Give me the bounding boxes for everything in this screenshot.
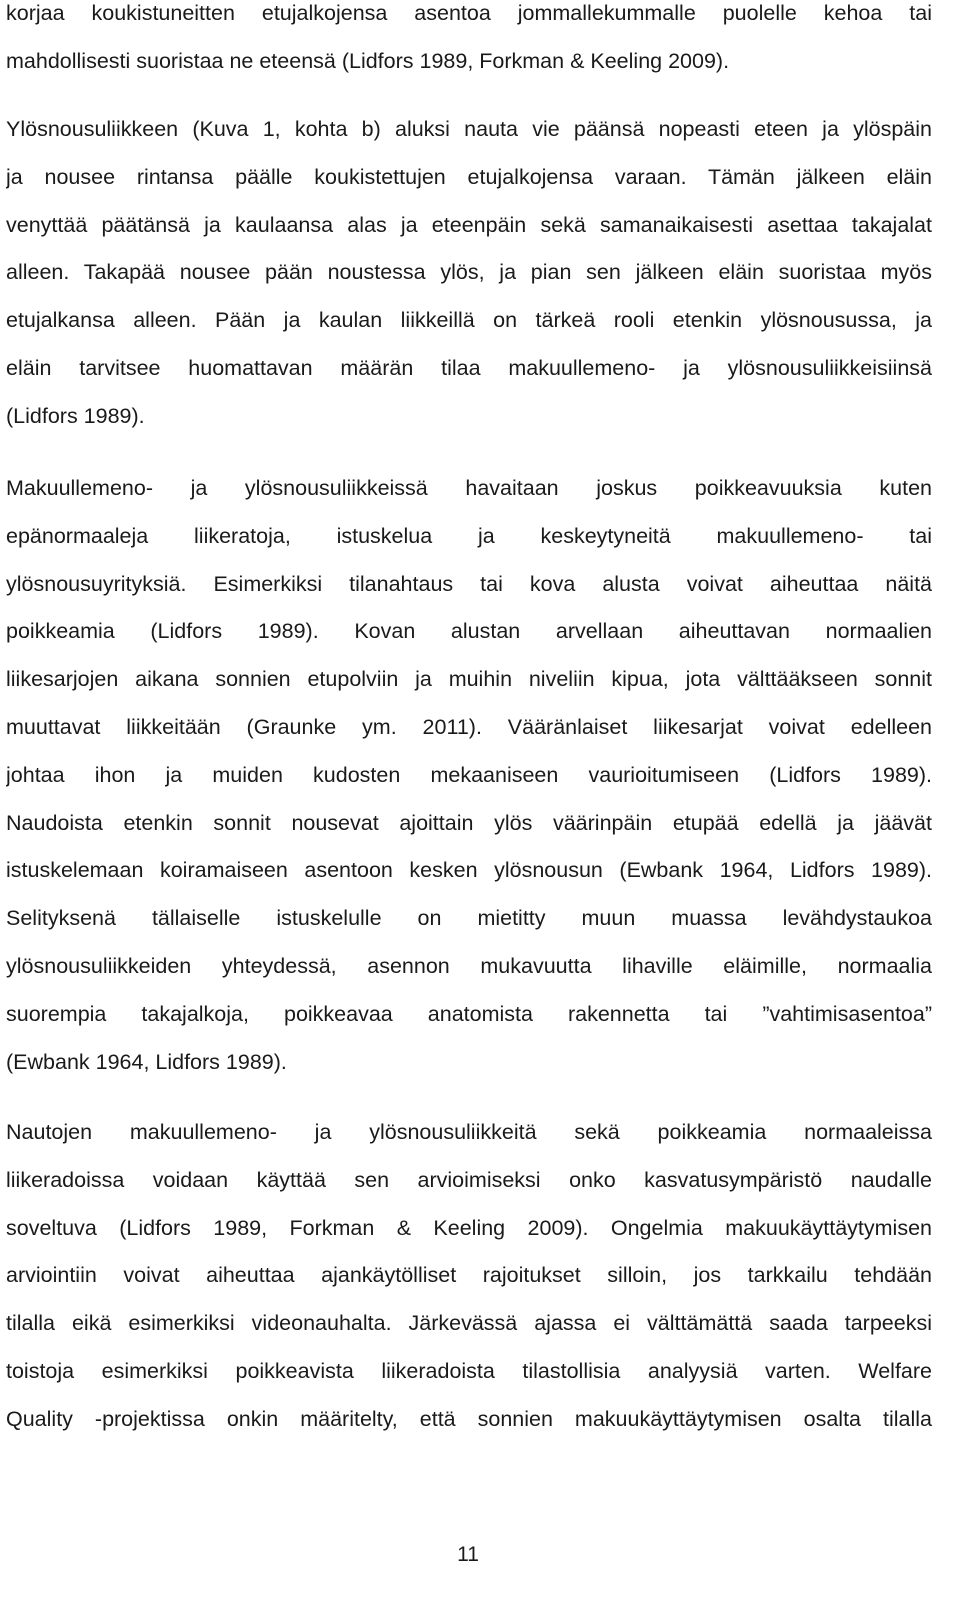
text-line: (Lidfors 1989). bbox=[6, 403, 145, 428]
text-line: istuskelemaan koiramaiseen asentoon kesken ylösnousun (Ewbank 1964, Lidfors 1989). bbox=[6, 858, 932, 883]
text-line: ylösnousuyrityksiä. Esimerkiksi tilanahtaus tai kova alusta voivat aiheuttaa näitä bbox=[6, 571, 932, 596]
text-line: venyttää päätänsä ja kaulaansa alas ja eteenpäin sekä samanaikaisesti asettaa takajalat bbox=[6, 212, 932, 237]
text-line: mahdollisesti suoristaa ne eteensä (Lidfors 1989, Forkman & Keeling 2009). bbox=[6, 48, 730, 73]
text-line: alleen. Takapää nousee pään noustessa ylös, ja pian sen jälkeen eläin suoristaa myös bbox=[6, 260, 932, 285]
text-line: Quality -projektissa onkin määritelty, että sonnien makuukäyttäytymisen osalta tilalla bbox=[6, 1406, 932, 1431]
text-line: liikeradoissa voidaan käyttää sen arvioimiseksi onko kasvatusympäristö naudalle bbox=[6, 1167, 932, 1192]
text-line: poikkeamia (Lidfors 1989). Kovan alustan arvellaan aiheuttavan normaalien bbox=[6, 619, 932, 644]
text-line: toistoja esimerkiksi poikkeavista liikeradoista tilastollisia analyysiä varten. Welfare bbox=[6, 1358, 932, 1383]
paragraph-3 bbox=[6, 465, 932, 1086]
text-line: muuttavat liikkeitään (Graunke ym. 2011). Vääränlaiset liikesarjat voivat edelleen bbox=[6, 714, 932, 739]
text-line: korjaa koukistuneitten etujalkojensa asentoa jommallekummalle puolelle kehoa tai bbox=[6, 1, 932, 25]
text-line: Naudoista etenkin sonnit nousevat ajoittain ylös väärinpäin etupää edellä ja jäävät bbox=[6, 810, 932, 835]
paragraph-4 bbox=[6, 1109, 932, 1444]
text-line: eläin tarvitsee huomattavan määrän tilaa makuullemeno- ja ylösnousuliikkeisiinsä bbox=[6, 355, 932, 380]
text-line: Ylösnousuliikkeen (Kuva 1, kohta b) aluksi nauta vie päänsä nopeasti eteen ja ylöspäin bbox=[6, 117, 932, 141]
text-line: suorempia takajalkoja, poikkeavaa anatomista rakennetta tai ”vahtimisasentoa” bbox=[6, 1001, 932, 1026]
paragraph-2 bbox=[6, 106, 932, 441]
text-line: etujalkansa alleen. Pään ja kaulan liikkeillä on tärkeä rooli etenkin ylösnousussa, ja bbox=[6, 308, 932, 333]
text-line: ylösnousuliikkeiden yhteydessä, asennon mukavuutta lihaville eläimille, normaalia bbox=[6, 953, 932, 978]
text-line: soveltuva (Lidfors 1989, Forkman & Keeling 2009). Ongelmia makuukäyttäytymisen bbox=[6, 1215, 932, 1240]
text-line: epänormaaleja liikeratoja, istuskelua ja keskeytyneitä makuullemeno- tai bbox=[6, 523, 932, 548]
text-line: arviointiin voivat aiheuttaa ajankäytölliset rajoitukset silloin, jos tarkkailu tehdään bbox=[6, 1263, 932, 1288]
text-line: Makuullemeno- ja ylösnousuliikkeissä havaitaan joskus poikkeavuuksia kuten bbox=[6, 476, 932, 500]
text-line: Selityksenä tällaiselle istuskelulle on mietitty muun muassa levähdystaukoa bbox=[6, 906, 932, 931]
text-line: ja nousee rintansa päälle koukistettujen etujalkojensa varaan. Tämän jälkeen eläin bbox=[6, 164, 932, 189]
text-line: johtaa ihon ja muiden kudosten mekaaniseen vaurioitumiseen (Lidfors 1989). bbox=[6, 762, 932, 787]
text-line: tilalla eikä esimerkiksi videonauhalta. Järkevässä ajassa ei välttämättä saada tarpeeksi bbox=[6, 1311, 932, 1336]
text-line: liikesarjojen aikana sonnien etupolviin ja muihin niveliin kipua, jota välttääkseen sonnit bbox=[6, 667, 932, 692]
page-number: 11 bbox=[457, 1543, 479, 1566]
paragraph-1 bbox=[6, 0, 932, 86]
text-line: Nautojen makuullemeno- ja ylösnousuliikkeitä sekä poikkeamia normaaleissa bbox=[6, 1120, 932, 1144]
text-line: (Ewbank 1964, Lidfors 1989). bbox=[6, 1049, 287, 1074]
